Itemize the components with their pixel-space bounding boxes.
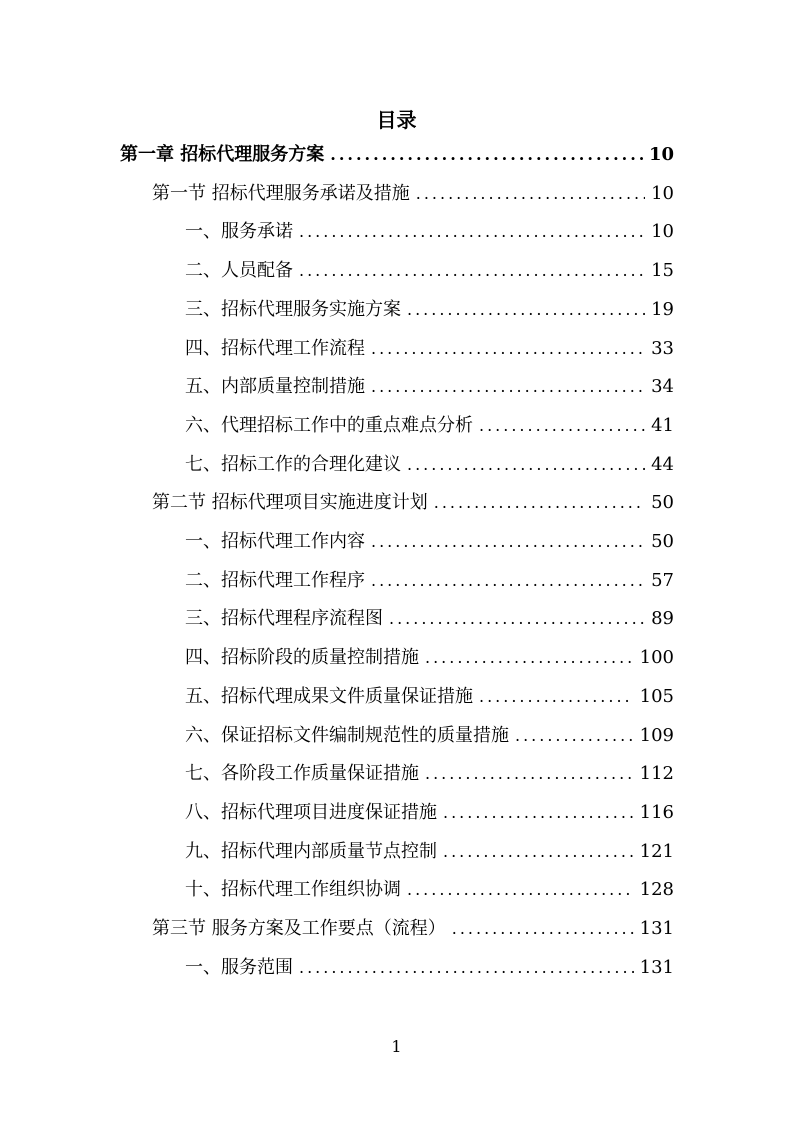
toc-entry-page: 19 xyxy=(651,298,674,320)
toc-entry-page: 128 xyxy=(639,879,674,901)
toc-dot-leader xyxy=(299,953,634,983)
toc-entry-text: 十、招标代理工作组织协调 xyxy=(185,879,401,901)
toc-entry-page: 10 xyxy=(651,182,674,204)
toc-entry-text: 四、招标代理工作流程 xyxy=(185,337,365,359)
toc-entry-text: 三、招标代理服务实施方案 xyxy=(185,298,401,320)
toc-entry-page: 121 xyxy=(639,840,674,862)
toc-item-entry[interactable] xyxy=(185,682,674,712)
toc-entry-page: 34 xyxy=(651,376,674,398)
toc-entry-page: 44 xyxy=(651,453,674,475)
toc-entry-page: 41 xyxy=(651,414,674,436)
toc-entry-page: 89 xyxy=(651,608,674,630)
toc-item-entry[interactable] xyxy=(185,372,674,402)
toc-entry-text: 第三节 服务方案及工作要点（流程） xyxy=(152,918,446,939)
toc-entry-page: 109 xyxy=(639,724,674,746)
toc-dot-leader xyxy=(371,372,645,402)
toc-item-entry[interactable] xyxy=(185,411,674,441)
toc-entry-text: 六、代理招标工作中的重点难点分析 xyxy=(185,414,473,436)
toc-entry-text: 三、招标代理程序流程图 xyxy=(185,608,383,630)
toc-entry-page: 131 xyxy=(639,956,674,978)
toc-item-entry[interactable] xyxy=(185,721,674,751)
toc-dot-leader xyxy=(407,875,634,905)
toc-item-entry[interactable] xyxy=(185,566,674,596)
toc-entry-text: 第一节 招标代理服务承诺及措施 xyxy=(152,182,410,204)
toc-entry-page: 10 xyxy=(651,221,674,243)
toc-entry-text: 七、招标工作的合理化建议 xyxy=(185,453,401,475)
toc-entry-text: 第一章 招标代理服务方案 xyxy=(120,144,325,165)
toc-entry-page: 10 xyxy=(648,144,674,165)
page-number: 1 xyxy=(391,1037,402,1056)
toc-title: 目录 xyxy=(376,108,417,132)
toc-item-entry[interactable] xyxy=(185,875,674,905)
toc-dot-leader xyxy=(443,798,634,828)
toc-item-entry[interactable] xyxy=(185,527,674,557)
toc-dot-leader xyxy=(371,527,645,557)
toc-item-entry[interactable] xyxy=(185,256,674,286)
toc-section-entry[interactable] xyxy=(152,914,674,944)
toc-dot-leader xyxy=(299,217,645,247)
toc-dot-leader xyxy=(515,721,634,751)
toc-entry-page: 131 xyxy=(639,918,674,939)
toc-entry-text: 一、服务承诺 xyxy=(185,221,293,243)
toc-entry-text: 第二节 招标代理项目实施进度计划 xyxy=(152,492,428,514)
toc-entry-text: 九、招标代理内部质量节点控制 xyxy=(185,840,437,862)
toc-entry-text: 五、内部质量控制措施 xyxy=(185,376,365,398)
toc-entry-page: 57 xyxy=(651,569,674,591)
toc-item-entry[interactable] xyxy=(185,450,674,480)
toc-dot-leader xyxy=(371,566,645,596)
toc-dot-leader xyxy=(479,411,645,441)
toc-item-entry[interactable] xyxy=(185,643,674,673)
toc-entry-page: 100 xyxy=(639,647,674,669)
toc-dot-leader xyxy=(330,140,643,170)
toc-entry-text: 一、招标代理工作内容 xyxy=(185,531,365,552)
toc-item-entry[interactable] xyxy=(185,295,674,325)
toc-dot-leader xyxy=(425,643,634,673)
toc-dot-leader xyxy=(299,256,645,286)
toc-entry-page: 33 xyxy=(651,337,674,359)
toc-entry-page: 112 xyxy=(639,763,674,785)
toc-entry-page: 50 xyxy=(651,492,674,514)
toc-item-entry[interactable] xyxy=(185,837,674,867)
toc-entry-text: 一、服务范围 xyxy=(185,956,293,978)
toc-entry-page: 15 xyxy=(651,260,674,282)
toc-chapter-entry[interactable] xyxy=(120,140,674,170)
toc-dot-leader xyxy=(434,488,645,518)
toc-dot-leader xyxy=(416,179,645,209)
toc-item-entry[interactable] xyxy=(185,953,674,983)
toc-entry-text: 五、招标代理成果文件质量保证措施 xyxy=(185,685,473,707)
toc-item-entry[interactable] xyxy=(185,759,674,789)
toc-entry-text: 八、招标代理项目进度保证措施 xyxy=(185,801,437,823)
toc-dot-leader xyxy=(443,837,634,867)
toc-dot-leader xyxy=(389,604,645,634)
toc-entry-text: 六、保证招标文件编制规范性的质量措施 xyxy=(185,724,509,746)
toc-dot-leader xyxy=(425,759,634,789)
toc-entry-page: 116 xyxy=(639,801,674,823)
toc-item-entry[interactable] xyxy=(185,334,674,364)
toc-entry-page: 105 xyxy=(639,685,674,707)
toc-dot-leader xyxy=(407,450,645,480)
toc-item-entry[interactable] xyxy=(185,217,674,247)
toc-entry-text: 二、招标代理工作程序 xyxy=(185,569,365,591)
toc-entry-page: 50 xyxy=(651,531,674,552)
toc-section-entry[interactable] xyxy=(152,179,674,209)
toc-item-entry[interactable] xyxy=(185,604,674,634)
toc-entry-text: 七、各阶段工作质量保证措施 xyxy=(185,763,419,785)
toc-section-entry[interactable] xyxy=(152,488,674,518)
toc-dot-leader xyxy=(479,682,634,712)
toc-entry-text: 二、人员配备 xyxy=(185,260,293,282)
toc-item-entry[interactable] xyxy=(185,798,674,828)
toc-entry-text: 四、招标阶段的质量控制措施 xyxy=(185,647,419,669)
toc-dot-leader xyxy=(452,914,634,944)
toc-dot-leader xyxy=(407,295,645,325)
toc-dot-leader xyxy=(371,334,645,364)
